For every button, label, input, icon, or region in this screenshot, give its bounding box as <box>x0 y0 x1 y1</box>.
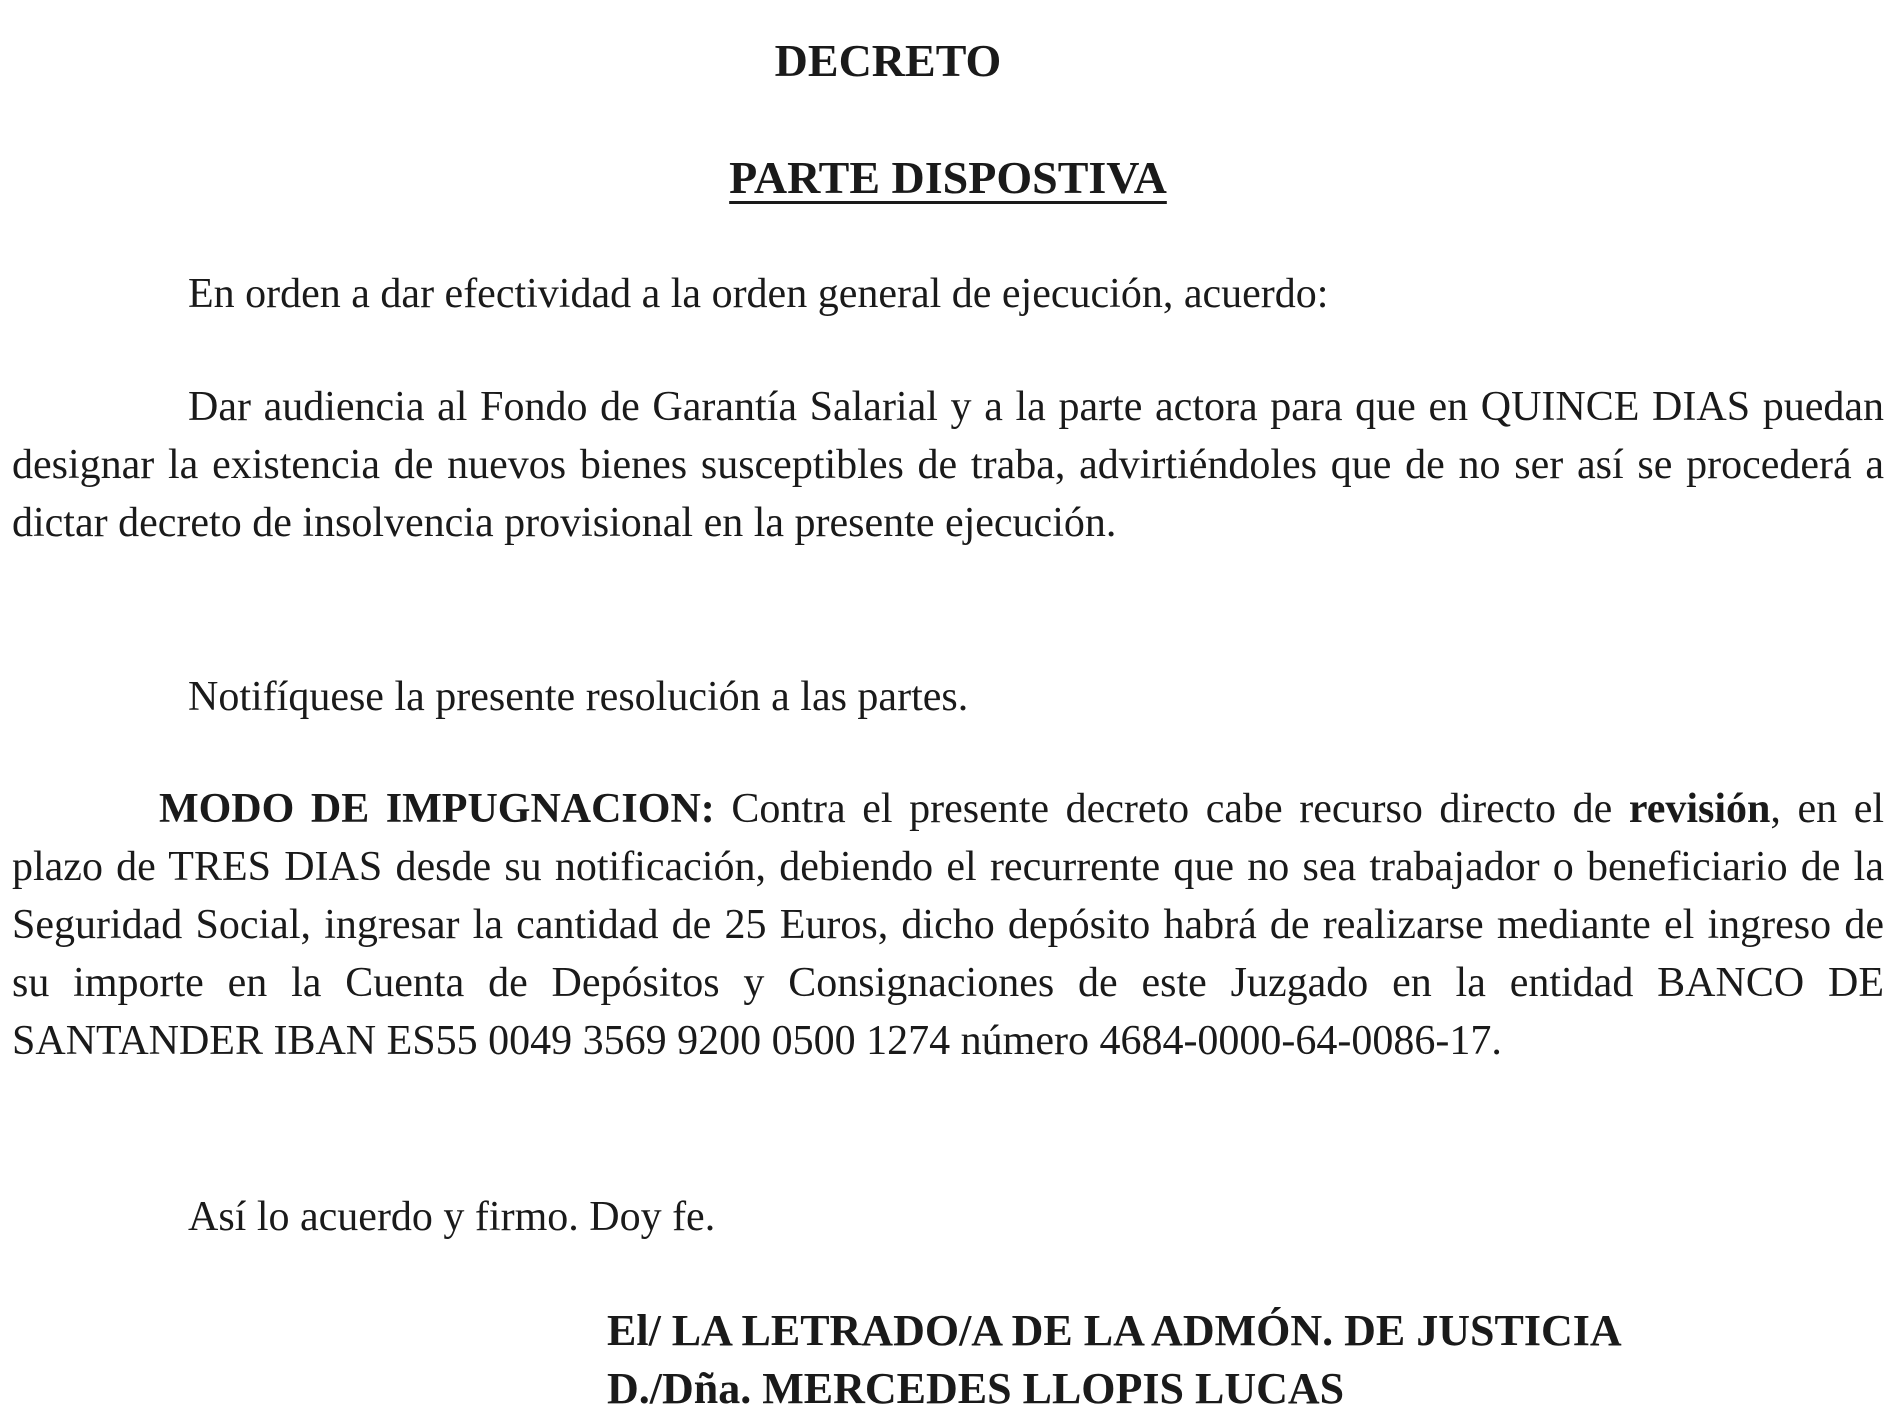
impugnacion-heading: MODO DE IMPUGNACION: <box>159 786 715 832</box>
subtitle-text: PARTE DISPOSTIVA <box>729 152 1167 203</box>
document-subtitle <box>12 152 1884 203</box>
signature-name: D./Dña. MERCEDES LLOPIS LUCAS <box>607 1364 1345 1413</box>
paragraph-impugnacion <box>12 780 1884 1070</box>
paragraph-closing: Así lo acuerdo y firmo. Doy fe. <box>188 1194 716 1240</box>
paragraph-audiencia: Dar audiencia al Fondo de Garantía Salarial y a la parte actora para que en QUINCE DIAS puedan designar la existencia de nuevos bienes susceptibles de traba, advirtiéndoles que de no ser así se procederá a dictar decreto de insolvencia provisional en la presente ejecución. <box>12 384 1884 546</box>
impugnacion-text-1: Contra el presente decreto cabe recurso directo de <box>714 786 1629 832</box>
impugnacion-bold-word: revisión <box>1628 786 1771 832</box>
paragraph-notificacion: Notifíquese la presente resolución a las partes. <box>188 674 969 720</box>
impugnacion-text-2: , en el plazo de TRES DIAS desde su notificación, debiendo el recurrente que no sea trabajador o beneficiario de la Seguridad Social, ingresar la cantidad de 25 Euros, dicho depósito habrá de realizarse mediante el ingreso de su importe en la Cuenta de Depósitos y Consignaciones de este Juzgado en la entidad BANCO DE SANTANDER IBAN ES55 0049 3569 9200 0500 1274 número 4684-0000-64-0086-17. <box>12 786 1885 1064</box>
document-title: DECRETO <box>774 35 1002 86</box>
paragraph-order: En orden a dar efectividad a la orden general de ejecución, acuerdo: <box>188 271 1329 317</box>
signature-title: El/ LA LETRADO/A DE LA ADMÓN. DE JUSTICIA <box>607 1306 1622 1355</box>
